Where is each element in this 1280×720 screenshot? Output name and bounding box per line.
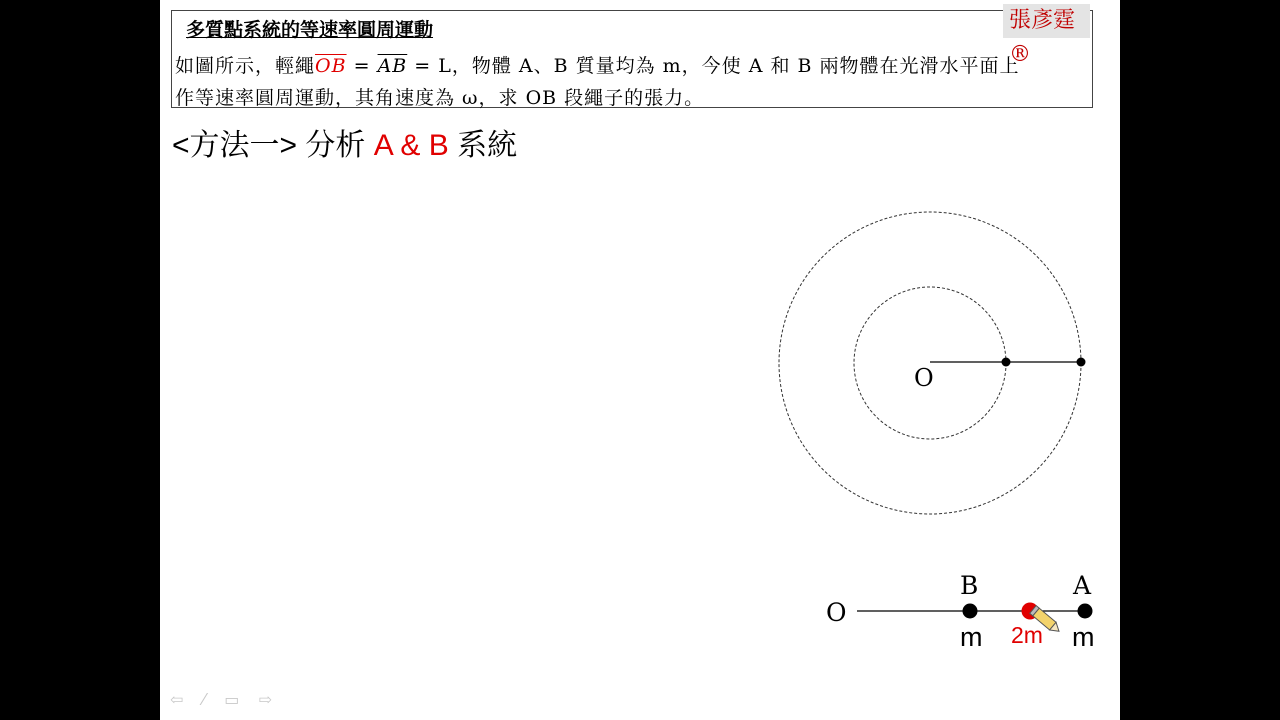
problem-title: 多質點系統的等速率圓周運動 — [186, 19, 434, 41]
segment-ob: $\overline{OB}$ — [315, 55, 347, 77]
method-highlight: A & B — [373, 129, 449, 162]
mass-a-label: m — [1072, 622, 1095, 652]
slide — [160, 0, 1120, 720]
line1-suffix: = L，物體 A、B 質量均為 m，今使 A 和 B 兩物體在光滑水平面上 — [407, 55, 1020, 77]
circle-origin-label: O — [914, 364, 934, 392]
mass-b-label: m — [960, 622, 983, 652]
mass-center-label: 2m — [1011, 622, 1043, 648]
inner-orbit-circle — [854, 287, 1006, 439]
point-a-dot — [1078, 604, 1093, 619]
equals-sign: = — [346, 55, 378, 77]
line1-prefix: 如圖所示，輕繩 — [175, 55, 316, 77]
slide-nav-toolbar — [170, 690, 286, 709]
mass-a-dot — [1077, 358, 1086, 367]
point-a-label: A — [1073, 571, 1092, 600]
point-b-dot — [963, 604, 978, 619]
prev-slide-icon[interactable]: ⇦ — [170, 690, 184, 709]
watermark-logo: 張彥霆® — [1003, 4, 1090, 38]
method-prefix: <方法一> 分析 — [172, 129, 374, 162]
segment-ab: $\overline{AB}$ — [377, 55, 408, 77]
outer-orbit-circle — [779, 212, 1081, 514]
point-b-label: B — [960, 571, 979, 600]
line-origin-label: O — [826, 598, 847, 627]
problem-line-2: 作等速率圓周運動，其角速度為 ω，求 OB 段繩子的張力。 — [175, 87, 705, 109]
method-suffix: 系統 — [448, 129, 518, 162]
pen-tool-icon[interactable]: ⁄ — [202, 690, 206, 709]
next-slide-icon[interactable]: ⇨ — [258, 690, 272, 709]
slide-menu-icon[interactable]: ▭ — [224, 690, 240, 709]
mass-b-dot — [1002, 358, 1011, 367]
figure-canvas — [160, 0, 1120, 720]
